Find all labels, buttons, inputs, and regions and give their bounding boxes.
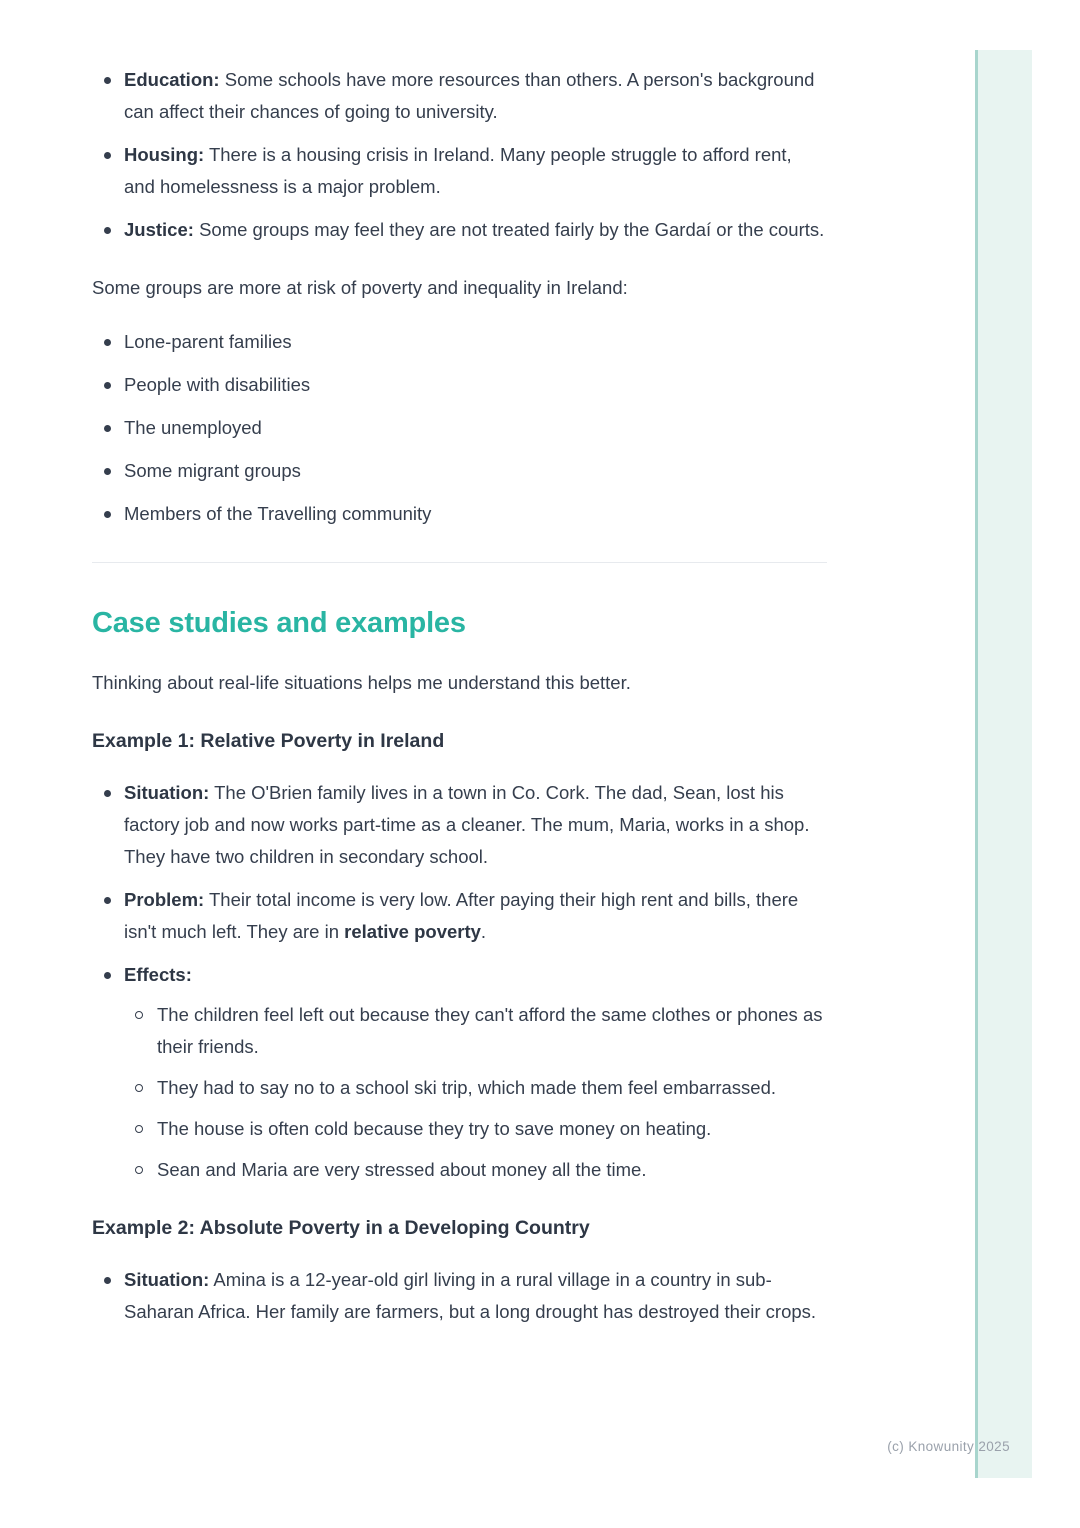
case-studies-intro: Thinking about real-life situations helps me understand this better.: [92, 672, 631, 693]
example1-list: [92, 777, 827, 1186]
sub-list-item: [124, 1154, 827, 1186]
item-text: The unemployed: [124, 417, 262, 438]
list-item-situation: [92, 1264, 827, 1328]
list-item-problem: [92, 884, 827, 948]
term-label: Effects:: [124, 964, 192, 985]
item-text: Some schools have more resources than others. A person's background can affect their chances of going to university.: [124, 69, 815, 122]
example1-heading: Example 1: Relative Poverty in Ireland: [92, 730, 445, 752]
sub-list-item: [124, 1072, 827, 1104]
example2-list: [92, 1264, 827, 1328]
inequality-areas-list: [92, 64, 827, 246]
item-text: The children feel left out because they can't afford the same clothes or phones as their friends.: [157, 1004, 823, 1057]
list-item: [92, 498, 827, 530]
sub-list-item: [124, 1113, 827, 1145]
item-text: Sean and Maria are very stressed about money all the time.: [157, 1159, 647, 1180]
section-divider: [92, 562, 827, 563]
sub-list-item: [124, 999, 827, 1063]
list-item: [92, 455, 827, 487]
list-item-effects: [92, 959, 827, 1186]
effects-sublist: [124, 999, 827, 1186]
item-text: Lone-parent families: [124, 331, 292, 352]
list-item-housing: [92, 139, 827, 203]
term-label: Situation:: [124, 1269, 210, 1290]
item-text: .: [480, 921, 487, 942]
list-item-education: [92, 64, 827, 128]
document-content: [92, 0, 827, 1328]
term-label: Justice:: [124, 219, 194, 240]
item-text: The O'Brien family lives in a town in Co. Cork. The dad, Sean, lost his factory job and now works part-time as a cleaner. The mum, Maria, works in a shop. They have two children in secondary school.: [124, 782, 810, 867]
term-label: Education:: [124, 69, 220, 90]
example2-heading: Example 2: Absolute Poverty in a Developing Country: [92, 1217, 590, 1239]
page-edge-accent-bar: [975, 50, 1032, 1478]
at-risk-groups-list: [92, 326, 827, 530]
item-text: Their total income is very low. After paying their high rent and bills, there isn't much left. They are in: [124, 889, 799, 942]
item-text: Some groups may feel they are not treated fairly by the Gardaí or the courts.: [199, 219, 825, 240]
list-item-justice: [92, 214, 827, 246]
list-item: [92, 412, 827, 444]
emphasized-text: relative poverty: [344, 921, 481, 942]
item-text: People with disabilities: [124, 374, 311, 395]
item-text: The house is often cold because they try to save money on heating.: [157, 1118, 712, 1139]
item-text: Some migrant groups: [124, 460, 301, 481]
section-heading-case-studies: Case studies and examples: [92, 607, 466, 639]
term-label: Housing:: [124, 144, 205, 165]
at-risk-intro: Some groups are more at risk of poverty and inequality in Ireland:: [92, 277, 628, 298]
list-item: [92, 369, 827, 401]
list-item: [92, 326, 827, 358]
list-item-situation: [92, 777, 827, 873]
item-text: Members of the Travelling community: [124, 503, 432, 524]
term-label: Problem:: [124, 889, 205, 910]
copyright-watermark: (c) Knowunity 2025: [887, 1439, 1010, 1454]
term-label: Situation:: [124, 782, 210, 803]
item-text: They had to say no to a school ski trip, which made them feel embarrassed.: [157, 1077, 777, 1098]
item-text: There is a housing crisis in Ireland. Many people struggle to afford rent, and homelessness is a major problem.: [124, 144, 792, 197]
item-text: Amina is a 12-year-old girl living in a rural village in a country in sub-Saharan Africa. Her family are farmers, but a long drought has destroyed their crops.: [124, 1269, 817, 1322]
